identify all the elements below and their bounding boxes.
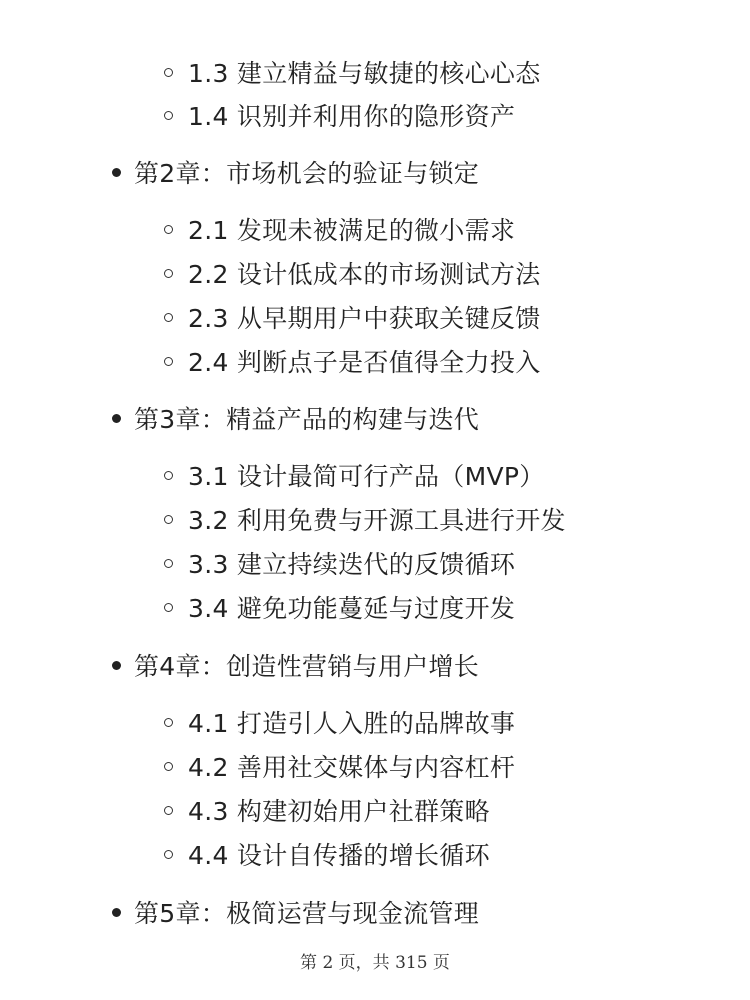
toc-chapter-text: 第5章：极简运营与现金流管理 — [134, 899, 480, 928]
hollow-bullet-icon — [164, 603, 173, 612]
hollow-bullet-icon — [164, 357, 173, 366]
hollow-bullet-icon — [164, 313, 173, 322]
hollow-bullet-icon — [164, 68, 173, 77]
toc-section-text: 3.2 利用免费与开源工具进行开发 — [188, 506, 566, 535]
solid-bullet-icon — [112, 661, 121, 670]
toc-section-text: 4.4 设计自传播的增长循环 — [188, 841, 490, 870]
solid-bullet-icon — [112, 908, 121, 917]
toc-chapter-text: 第3章：精益产品的构建与迭代 — [134, 405, 480, 434]
toc-section-text: 3.3 建立持续迭代的反馈循环 — [188, 550, 516, 579]
toc-section-text: 2.2 设计低成本的市场测试方法 — [188, 260, 541, 289]
hollow-bullet-icon — [164, 718, 173, 727]
toc-section-text: 2.1 发现未被满足的微小需求 — [188, 216, 516, 245]
toc-section-text: 3.4 避免功能蔓延与过度开发 — [188, 594, 516, 623]
toc-section-text: 1.4 识别并利用你的隐形资产 — [188, 102, 516, 131]
toc-section-text: 4.1 打造引人入胜的品牌故事 — [188, 709, 516, 738]
toc-section-text: 3.1 设计最简可行产品（MVP） — [188, 462, 545, 491]
hollow-bullet-icon — [164, 111, 173, 120]
toc-section-text: 2.4 判断点子是否值得全力投入 — [188, 348, 541, 377]
toc-section-text: 4.2 善用社交媒体与内容杠杆 — [188, 753, 516, 782]
hollow-bullet-icon — [164, 515, 173, 524]
toc-chapter-text: 第4章：创造性营销与用户增长 — [134, 652, 480, 681]
toc-section-text: 2.3 从早期用户中获取关键反馈 — [188, 304, 541, 333]
solid-bullet-icon — [112, 414, 121, 423]
hollow-bullet-icon — [164, 225, 173, 234]
hollow-bullet-icon — [164, 806, 173, 815]
page-number-footer: 第 2 页，共 315 页 — [300, 953, 450, 973]
toc-chapter-text: 第2章：市场机会的验证与锁定 — [134, 159, 480, 188]
hollow-bullet-icon — [164, 762, 173, 771]
hollow-bullet-icon — [164, 559, 173, 568]
toc-section-text: 4.3 构建初始用户社群策略 — [188, 797, 490, 826]
hollow-bullet-icon — [164, 269, 173, 278]
toc-section-text: 1.3 建立精益与敏捷的核心心态 — [188, 59, 541, 88]
hollow-bullet-icon — [164, 471, 173, 480]
hollow-bullet-icon — [164, 850, 173, 859]
solid-bullet-icon — [112, 168, 121, 177]
